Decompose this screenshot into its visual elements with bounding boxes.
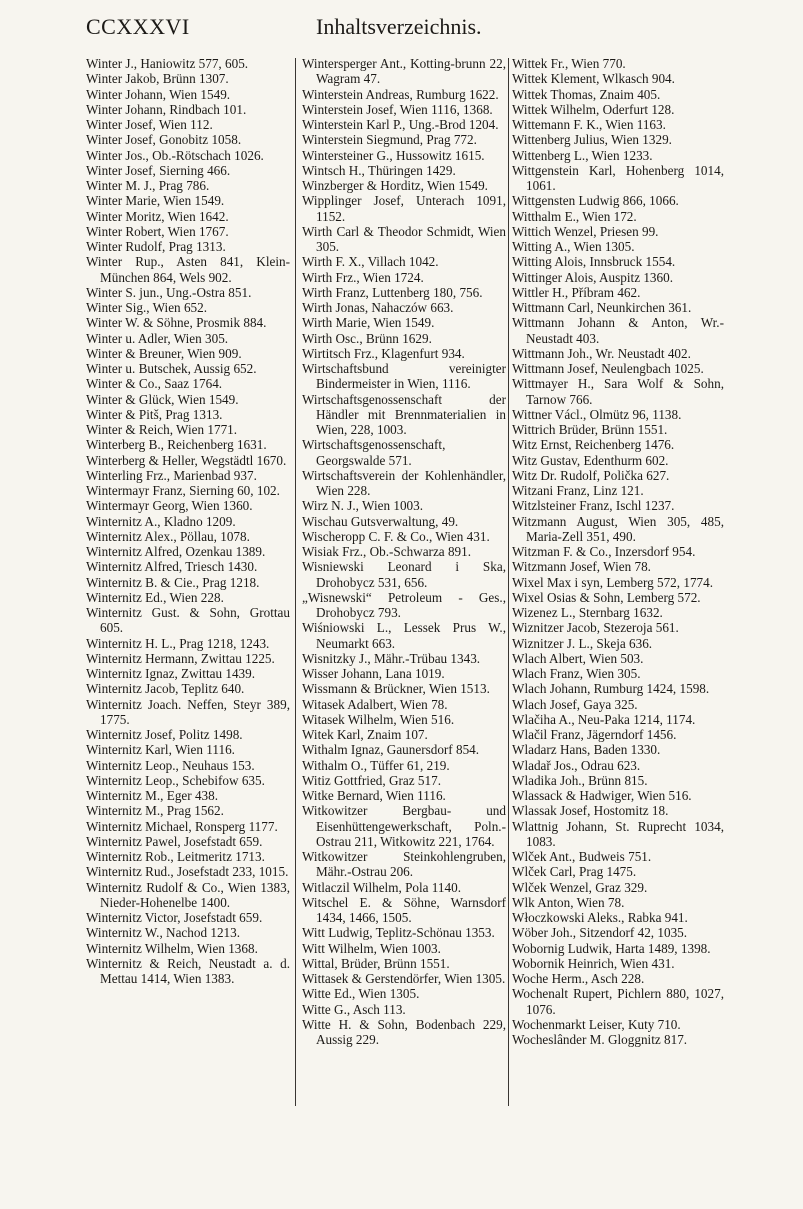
index-entry: Witasek Wilhelm, Wien 516. <box>302 711 455 727</box>
index-entry: Winterstein Andreas, Rumburg 1622. <box>302 86 499 102</box>
index-entry: Wobornik Heinrich, Wien 431. <box>512 955 675 971</box>
index-entry: Winzberger & Horditz, Wien 1549. <box>302 178 488 193</box>
index-entry: Winter Sig., Wien 652. <box>86 300 208 315</box>
index-entry: Wisnitzky J., Mähr.-Trübau 1343. <box>302 650 481 666</box>
index-entry: Withalm O., Tüffer 61, 219. <box>302 757 450 773</box>
index-entry: Wintersperger Ant., Kotting-brunn 22, Wagram 47. <box>302 56 506 87</box>
index-entry: Witzmann Josef, Wien 78. <box>512 559 651 575</box>
index-entry: Wochenalt Rupert, Pichlern 880, 1027, 1076. <box>512 986 724 1017</box>
index-entry: Winter Rudolf, Prag 1313. <box>86 239 226 254</box>
index-entry: Winter Jos., Ob.-Rötschach 1026. <box>86 147 264 163</box>
index-entry: Winter & Glück, Wien 1549. <box>86 391 239 407</box>
index-entry: Winter S. jun., Ung.-Ostra 851. <box>86 284 252 300</box>
index-entry: Winter Robert, Wien 1767. <box>86 223 229 239</box>
index-column-1 <box>86 56 290 1116</box>
index-entry: Winter Johann, Wien 1549. <box>86 86 231 102</box>
index-entry: Wirtschaftsverein der Kohlenhändler, Wien 228. <box>302 467 506 498</box>
index-entry: Winter & Pitš, Prag 1313. <box>86 406 223 422</box>
index-entry: Winter Josef, Gonobitz 1058. <box>86 132 242 148</box>
page-header <box>86 12 718 46</box>
index-entry: Wittich Wenzel, Priesen 99. <box>512 223 659 239</box>
index-entry: Wirtschaftsgenossenschaft, Georgswalde 571. <box>302 437 446 468</box>
index-column-3 <box>512 56 724 1116</box>
index-entry: Wlach Josef, Gaya 325. <box>512 696 638 712</box>
index-entry: Wobornig Ludwik, Harta 1489, 1398. <box>512 940 711 956</box>
index-entry: Wittemann F. K., Wien 1163. <box>512 117 666 132</box>
index-entry: Wixel Max i syn, Lemberg 572, 1774. <box>512 574 714 590</box>
index-entry: Wittrich Brüder, Brünn 1551. <box>512 422 668 437</box>
index-entry: Wittmayer H., Sara Wolf & Sohn, Tarnow 766. <box>512 376 724 407</box>
index-entry: Winternitz Alex., Pöllau, 1078. <box>86 528 250 544</box>
index-entry: Witkowitzer Steinkohlengruben, Mähr.-Ostrau 206. <box>302 849 506 880</box>
index-entry: Wlattnig Johann, St. Ruprecht 1034, 1083. <box>512 818 724 849</box>
index-entry: Winternitz Victor, Josefstadt 659. <box>86 910 263 925</box>
index-entry: Wintersteiner G., Hussowitz 1615. <box>302 147 485 163</box>
index-entry: Woche Herm., Asch 228. <box>512 971 645 986</box>
index-entry: Wlačiha A., Neu-Paka 1214, 1174. <box>512 711 696 727</box>
index-entry: Wissmann & Brückner, Wien 1513. <box>302 681 490 697</box>
index-entry: Winter Jakob, Brünn 1307. <box>86 71 229 87</box>
index-entry: Wlček Wenzel, Graz 329. <box>512 879 648 895</box>
index-entry: Wischau Gutsverwaltung, 49. <box>302 513 459 529</box>
index-entry: Witte Ed., Wien 1305. <box>302 986 420 1002</box>
index-entry: Winternitz Rudolf & Co., Wien 1383, Nieder-Hohenelbe 1400. <box>86 879 290 910</box>
index-entry: Winternitz Jacob, Teplitz 640. <box>86 681 245 697</box>
index-entry: Wlach Johann, Rumburg 1424, 1598. <box>512 681 710 697</box>
index-entry: Winternitz H. L., Prag 1218, 1243. <box>86 635 270 651</box>
index-entry: Winternitz Joach. Neffen, Steyr 389, 1775. <box>86 696 290 727</box>
index-entry: Wittgensten Ludwig 866, 1066. <box>512 193 679 209</box>
index-entry: Winternitz B. & Cie., Prag 1218. <box>86 574 260 590</box>
column-rule-right <box>508 58 509 1106</box>
index-entry: Witzani Franz, Linz 121. <box>512 483 644 498</box>
index-entry: Witschel E. & Söhne, Warnsdorf 1434, 1466, 1505. <box>302 894 506 925</box>
index-entry: Wipplinger Josef, Unterach 1091, 1152. <box>302 193 506 224</box>
running-title: Inhaltsverzeichnis. <box>316 14 482 39</box>
index-entry: Witt Wilhelm, Wien 1003. <box>302 940 441 956</box>
index-entry: Winterberg B., Reichenberg 1631. <box>86 437 267 453</box>
index-entry: Wirtitsch Frz., Klagenfurt 934. <box>302 345 465 361</box>
index-column-2 <box>302 56 506 1116</box>
index-entry: Winternitz W., Nachod 1213. <box>86 925 241 941</box>
index-entry: Witting A., Wien 1305. <box>512 239 635 254</box>
index-entry: Wöber Joh., Sitzendorf 42, 1035. <box>512 925 688 941</box>
index-entry: Winter Josef, Wien 112. <box>86 117 213 132</box>
index-entry: Wittgenstein Karl, Hohenberg 1014, 1061. <box>512 162 724 193</box>
index-entry: Winter M. J., Prag 786. <box>86 178 210 193</box>
index-entry: Wizenez L., Sternbarg 1632. <box>512 605 663 620</box>
index-entry: Wladař Jos., Odrau 623. <box>512 757 641 773</box>
index-entry: Witz Dr. Rudolf, Polička 627. <box>512 467 670 483</box>
index-entry: Winternitz Gust. & Sohn, Grottau 605. <box>86 605 290 636</box>
index-entry: Winter J., Haniowitz 577, 605. <box>86 56 249 71</box>
index-entry: Wirth Jonas, Nahaczów 663. <box>302 300 454 315</box>
index-entry: „Wisnewski“ Petroleum - Ges., Drohobycz 793. <box>302 589 506 620</box>
index-entry: Wladika Joh., Brünn 815. <box>512 772 648 788</box>
index-entry: Wirth Osc., Brünn 1629. <box>302 330 432 346</box>
index-entry: Wittek Thomas, Znaim 405. <box>512 86 661 102</box>
index-entry: Witke Bernard, Wien 1116. <box>302 788 446 803</box>
index-entry: Winternitz Hermann, Zwittau 1225. <box>86 650 275 666</box>
index-entry: Wlačil Franz, Jägerndorf 1456. <box>512 727 677 742</box>
index-entry: Winter Johann, Rindbach 101. <box>86 101 247 117</box>
index-entry: Wisser Johann, Lana 1019. <box>302 666 445 681</box>
index-entry: Wintermayr Georg, Wien 1360. <box>86 498 253 514</box>
index-entry: Winternitz Karl, Wien 1116. <box>86 742 235 758</box>
index-entry: Wittmann Johann & Anton, Wr.-Neustadt 403. <box>512 315 724 346</box>
index-entry: Wittner Václ., Olmütz 96, 1138. <box>512 406 682 422</box>
index-entry: Winterling Frz., Marienbad 937. <box>86 467 257 483</box>
index-entry: Wirtschaftsbund vereinigter Bindermeister in Wien, 1116. <box>302 361 506 392</box>
index-entry: Wittal, Brüder, Brünn 1551. <box>302 955 450 971</box>
index-entry: Winter & Breuner, Wien 909. <box>86 345 242 361</box>
index-entry: Witthalm E., Wien 172. <box>512 208 637 224</box>
index-entry: Wlk Anton, Wien 78. <box>512 894 625 910</box>
index-entry: Wittek Klement, Wlkasch 904. <box>512 71 675 87</box>
index-entry: Winternitz Rob., Leitmeritz 1713. <box>86 849 265 864</box>
index-entry: Witek Karl, Znaim 107. <box>302 727 428 742</box>
index-entry: Włoczkowski Aleks., Rabka 941. <box>512 910 688 925</box>
index-entry: Winternitz A., Kladno 1209. <box>86 513 236 529</box>
index-entry: Winter u. Butschek, Aussig 652. <box>86 361 257 376</box>
index-entry: Wirth Frz., Wien 1724. <box>302 269 424 285</box>
index-entry: Wittler H., Příbram 462. <box>512 284 641 300</box>
index-entry: Winternitz Alfred, Triesch 1430. <box>86 559 258 575</box>
index-entry: Winter & Reich, Wien 1771. <box>86 422 238 437</box>
index-entry: Winter Marie, Wien 1549. <box>86 193 225 209</box>
index-entry: Wisniewski Leonard i Ska, Drohobycz 531, 656. <box>302 559 506 590</box>
index-entry: Wintermayr Franz, Sierning 60, 102. <box>86 483 280 498</box>
column-rule-left <box>295 58 296 1106</box>
index-entry: Wlassack & Hadwiger, Wien 516. <box>512 788 692 803</box>
page-folio: CCXXXVI <box>86 14 190 39</box>
index-entry: Wirth Franz, Luttenberg 180, 756. <box>302 284 483 300</box>
index-entry: Wlassak Josef, Hostomitz 18. <box>512 803 669 819</box>
index-entry: Winternitz Josef, Politz 1498. <box>86 727 243 742</box>
index-entry: Winternitz Leop., Schebifow 635. <box>86 772 265 788</box>
index-entry: Winternitz Wilhelm, Wien 1368. <box>86 940 258 956</box>
index-entry: Winterstein Siegmund, Prag 772. <box>302 132 477 148</box>
index-entry: Winter Moritz, Wien 1642. <box>86 208 229 224</box>
index-entry: Winter W. & Söhne, Prosmik 884. <box>86 315 267 331</box>
index-entry: Wlach Franz, Wien 305. <box>512 666 641 681</box>
index-entry: Wirth Carl & Theodor Schmidt, Wien 305. <box>302 223 506 254</box>
index-entry: Witzman F. & Co., Inzersdorf 954. <box>512 544 696 559</box>
index-entry: Wiznitzer J. L., Skeja 636. <box>512 635 653 651</box>
index-entry: Winternitz Leop., Neuhaus 153. <box>86 757 255 773</box>
index-entry: Witasek Adalbert, Wien 78. <box>302 696 448 712</box>
index-entry: Wirth F. X., Villach 1042. <box>302 254 439 270</box>
index-entry: Wittmann Joh., Wr. Neustadt 402. <box>512 345 691 361</box>
index-entry: Wittek Wilhelm, Oderfurt 128. <box>512 101 675 117</box>
index-entry: Witlaczil Wilhelm, Pola 1140. <box>302 879 461 895</box>
index-entry: Wirth Marie, Wien 1549. <box>302 315 435 331</box>
index-entry: Wochenmarkt Leiser, Kuty 710. <box>512 1016 681 1032</box>
index-entry: Winternitz Pawel, Josefstadt 659. <box>86 833 263 849</box>
index-entry: Withalm Ignaz, Gaunersdorf 854. <box>302 742 480 758</box>
index-entry: Wittmann Josef, Neulengbach 1025. <box>512 361 704 376</box>
index-entry: Winter Rup., Asten 841, Klein-München 864, Wels 902. <box>86 254 290 285</box>
index-entry: Wittek Fr., Wien 770. <box>512 56 626 71</box>
index-entry: Wittinger Alois, Auspitz 1360. <box>512 269 674 285</box>
index-entry: Witzmann August, Wien 305, 485, Maria-Zell 351, 490. <box>512 513 724 544</box>
index-entry: Wischeropp C. F. & Co., Wien 431. <box>302 528 490 544</box>
index-entry: Witte H. & Sohn, Bodenbach 229, Aussig 229. <box>302 1016 506 1047</box>
index-entry: Winter & Co., Saaz 1764. <box>86 376 223 392</box>
index-entry: Winter Josef, Sierning 466. <box>86 162 231 178</box>
index-entry: Winterberg & Heller, Wegstädtl 1670. <box>86 452 287 468</box>
index-entry: Wittasek & Gerstendörfer, Wien 1305. <box>302 971 506 986</box>
index-entry: Wocheslânder M. Gloggnitz 817. <box>512 1032 688 1047</box>
index-entry: Wittenberg L., Wien 1233. <box>512 147 653 163</box>
index-entry: Wladarz Hans, Baden 1330. <box>512 742 661 758</box>
index-entry: Wlček Carl, Prag 1475. <box>512 864 637 880</box>
index-entry: Wiśniowski L., Lessek Prus W., Neumarkt 663. <box>302 620 506 651</box>
index-entry: Wittenberg Julius, Wien 1329. <box>512 132 672 148</box>
index-entry: Winternitz M., Prag 1562. <box>86 803 224 819</box>
index-entry: Winternitz M., Eger 438. <box>86 788 219 803</box>
index-entry: Wirtschaftsgenossenschaft der Händler mit Brennmaterialien in Wien, 228, 1003. <box>302 391 506 437</box>
index-entry: Winternitz Ed., Wien 228. <box>86 589 224 605</box>
index-entry: Wlach Albert, Wien 503. <box>512 650 644 666</box>
index-entry: Witz Gustav, Edenthurm 602. <box>512 452 669 468</box>
index-entry: Winternitz Ignaz, Zwittau 1439. <box>86 666 256 681</box>
index-entry: Wisiak Frz., Ob.-Schwarza 891. <box>302 544 472 559</box>
index-entry: Witt Ludwig, Teplitz-Schönau 1353. <box>302 925 495 941</box>
index-entry: Witting Alois, Innsbruck 1554. <box>512 254 676 270</box>
index-entry: Witzlsteiner Franz, Ischl 1237. <box>512 498 675 514</box>
index-entry: Wlček Ant., Budweis 751. <box>512 849 652 864</box>
index-entry: Witiz Gottfried, Graz 517. <box>302 772 441 788</box>
index-entry: Wittmann Carl, Neunkirchen 361. <box>512 300 692 315</box>
index-entry: Witz Ernst, Reichenberg 1476. <box>512 437 675 453</box>
index-entry: Wirz N. J., Wien 1003. <box>302 498 424 514</box>
index-entry: Winternitz Rud., Josefstadt 233, 1015. <box>86 864 289 880</box>
index-entry: Winternitz Michael, Ronsperg 1177. <box>86 818 278 834</box>
index-entry: Winterstein Josef, Wien 1116, 1368. <box>302 101 493 117</box>
index-entry: Wixel Osias & Sohn, Lemberg 572. <box>512 589 701 605</box>
index-entry: Wiznitzer Jacob, Stezeroja 561. <box>512 620 679 636</box>
index-entry: Winter u. Adler, Wien 305. <box>86 330 229 346</box>
index-entry: Witkowitzer Bergbau- und Eisenhüttengewerkschaft, Poln.-Ostrau 211, Witkowitz 221, 1764. <box>302 803 506 849</box>
index-entry: Witte G., Asch 113. <box>302 1001 406 1017</box>
index-entry: Winternitz Alfred, Ozenkau 1389. <box>86 544 266 559</box>
index-entry: Winternitz & Reich, Neustadt a. d. Mettau 1414, Wien 1383. <box>86 955 290 986</box>
index-entry: Wintsch H., Thüringen 1429. <box>302 162 456 178</box>
index-entry: Winterstein Karl P., Ung.-Brod 1204. <box>302 117 499 132</box>
